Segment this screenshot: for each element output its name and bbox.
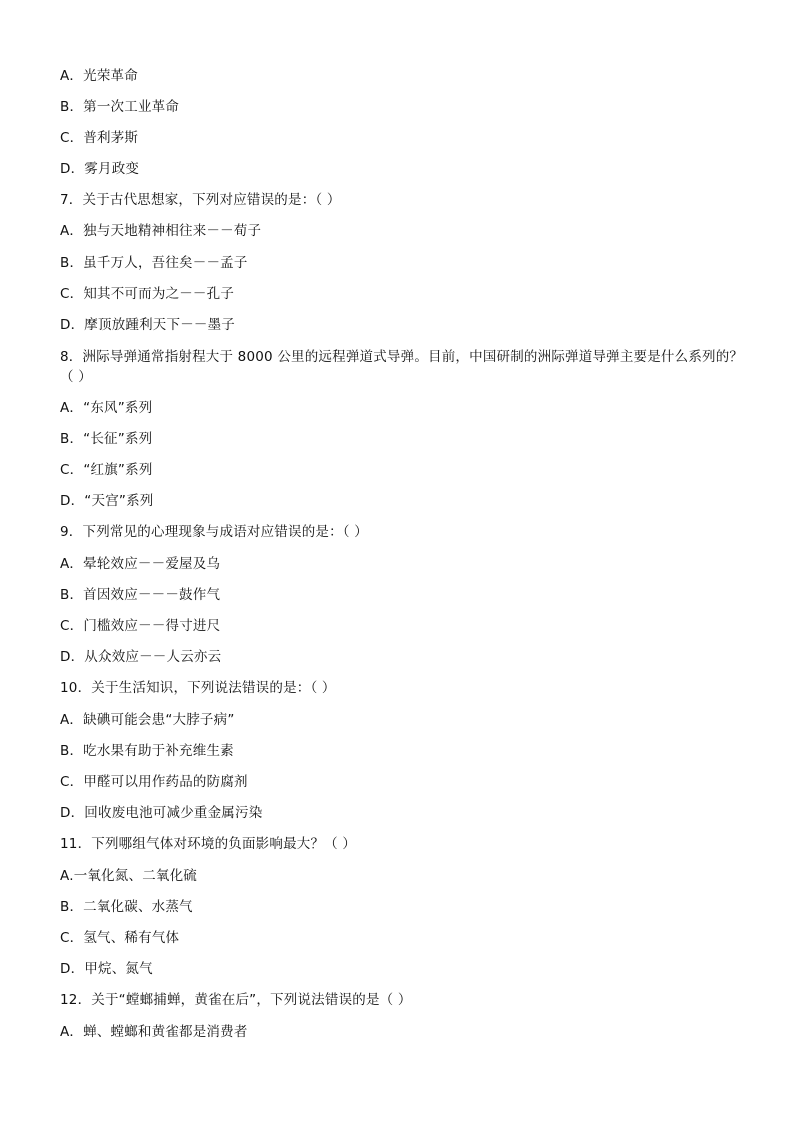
question-7: 7．关于古代思想家，下列对应错误的是：（ ） <box>60 192 341 208</box>
option-line: C．普利茅斯 <box>60 130 139 146</box>
option-line: D．“天宫”系列 <box>60 493 154 509</box>
option-line: B．二氧化碳、水蒸气 <box>60 899 193 915</box>
option-line: A．独与天地精神相往来－－荀子 <box>60 223 262 239</box>
option-line: B．“长征”系列 <box>60 431 153 447</box>
option-line: B．首因效应－－－鼓作气 <box>60 587 221 603</box>
question-11: 11．下列哪组气体对环境的负面影响最大？（ ） <box>60 836 357 852</box>
option-line: A．光荣革命 <box>60 68 138 84</box>
option-line: C．甲醛可以用作药品的防腐剂 <box>60 774 248 790</box>
option-line: A．蝉、螳螂和黄雀都是消费者 <box>60 1024 248 1040</box>
option-line: B．吃水果有助于补充维生素 <box>60 743 234 759</box>
question-8: 8．洲际导弹通常指射程大于 8000 公里的远程弹道式导弹。目前，中国研制的洲际弹道导弹主要是什么系列的？（ ） <box>60 349 744 385</box>
option-line: A.一氧化氮、二氧化硫 <box>60 868 197 884</box>
option-line: A．缺碘可能会患“大脖子病” <box>60 712 235 728</box>
question-9: 9．下列常见的心理现象与成语对应错误的是：（ ） <box>60 524 368 540</box>
option-line: D．甲烷、氮气 <box>60 961 153 977</box>
option-line: B．第一次工业革命 <box>60 99 180 115</box>
option-line: C．知其不可而为之－－孔子 <box>60 286 235 302</box>
option-line: B．虽千万人，吾往矣－－孟子 <box>60 255 248 271</box>
option-line: D．雾月政变 <box>60 161 140 177</box>
option-line: D．摩顶放踵利天下－－墨子 <box>60 317 235 333</box>
option-line: A．“东风”系列 <box>60 400 153 416</box>
option-line: D．从众效应－－人云亦云 <box>60 649 222 665</box>
option-line: D．回收废电池可减少重金属污染 <box>60 805 263 821</box>
question-10: 10．关于生活知识，下列说法错误的是：（ ） <box>60 680 336 696</box>
option-line: C．“红旗”系列 <box>60 462 153 478</box>
option-line: C．门槛效应－－得寸进尺 <box>60 618 221 634</box>
question-12: 12．关于“螳螂捕蝉，黄雀在后”，下列说法错误的是（ ） <box>60 992 412 1008</box>
option-line: A．晕轮效应－－爱屋及乌 <box>60 556 221 572</box>
option-line: C．氢气、稀有气体 <box>60 930 180 946</box>
